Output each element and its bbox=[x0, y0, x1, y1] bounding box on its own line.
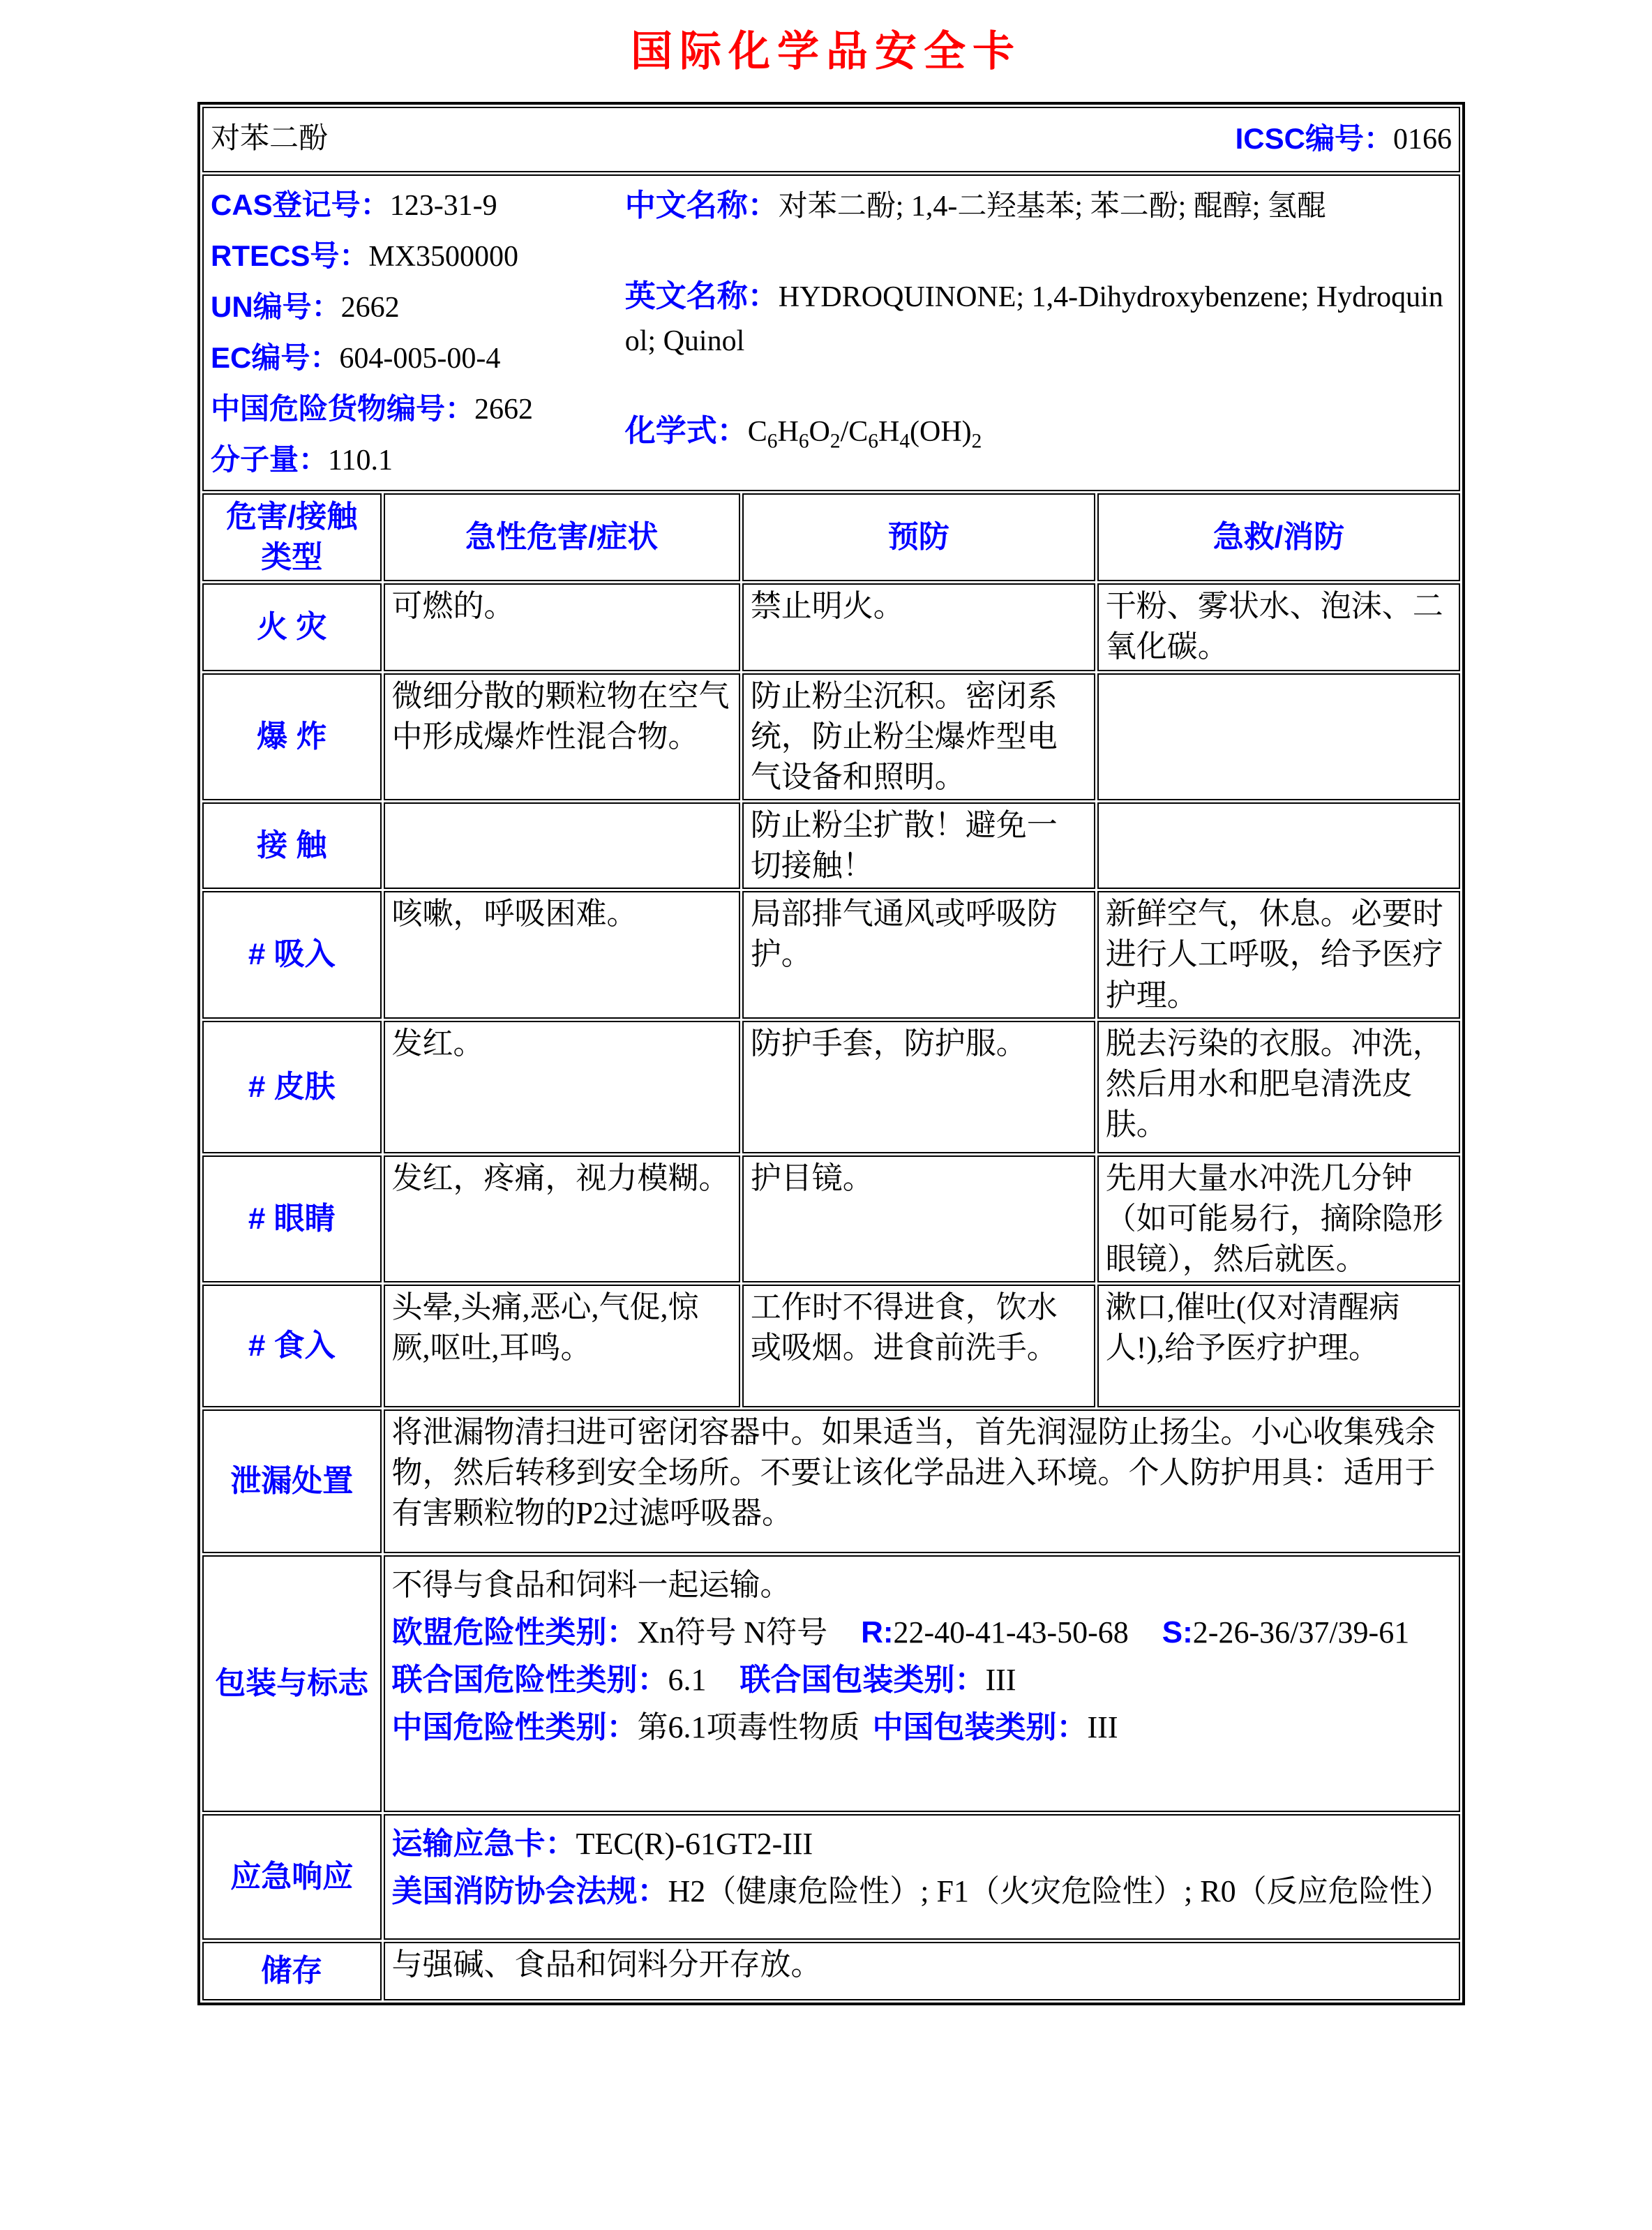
packaging-row bbox=[202, 1555, 1460, 1812]
cn-class-label: 中国危险性类别： bbox=[391, 1710, 638, 1745]
hazard-row-eyes bbox=[202, 1155, 1460, 1282]
spill-row bbox=[202, 1409, 1460, 1553]
identifier-list bbox=[211, 177, 625, 488]
inhalation-symptoms: 咳嗽，呼吸困难。 bbox=[384, 891, 740, 1018]
eyes-type-label: # 眼睛 bbox=[202, 1155, 382, 1282]
s-phrases-value: 2-26-36/37/39-61 bbox=[1192, 1615, 1410, 1649]
eu-class-label: 欧盟危险性类别： bbox=[391, 1615, 638, 1649]
explosion-prevention: 防止粉尘沉积。密闭系统，防止粉尘爆炸型电气设备和照明。 bbox=[742, 673, 1095, 800]
emergency-row bbox=[202, 1814, 1460, 1940]
header-prevention: 预防 bbox=[742, 493, 1095, 581]
eyes-symptoms: 发红，疼痛，视力模糊。 bbox=[384, 1155, 740, 1282]
packaging-label: 包装与标志 bbox=[202, 1555, 382, 1812]
identifier-line-cas bbox=[211, 183, 618, 228]
ec-label: EC编号： bbox=[211, 341, 340, 374]
packaging-content bbox=[384, 1555, 1460, 1812]
emergency-content bbox=[384, 1814, 1460, 1940]
un-value: 2662 bbox=[340, 292, 400, 324]
name-blocks bbox=[625, 177, 1452, 488]
skin-prevention: 防护手套，防护服。 bbox=[742, 1021, 1095, 1153]
identifier-line-ec bbox=[211, 336, 618, 381]
china-dg-value: 2662 bbox=[474, 394, 534, 426]
emergency-label: 应急响应 bbox=[202, 1814, 382, 1940]
card-header-row bbox=[202, 107, 1460, 172]
hazard-header-row bbox=[202, 493, 1460, 581]
ingestion-response: 漱口,催吐(仅对清醒病人!),给予医疗护理。 bbox=[1097, 1285, 1460, 1407]
cn-pack-label: 中国包装类别： bbox=[872, 1710, 1088, 1745]
english-name-label: 英文名称： bbox=[624, 279, 779, 313]
un-class-value: 6.1 bbox=[668, 1663, 707, 1698]
identifier-line-molweight bbox=[211, 437, 618, 483]
header-hazard-type: 危害/接触 类型 bbox=[202, 493, 382, 581]
hazard-row-inhalation bbox=[202, 891, 1460, 1018]
un-class-label: 联合国危险性类别： bbox=[391, 1663, 668, 1698]
formula-label: 化学式： bbox=[624, 414, 748, 448]
ingestion-type-label: # 食入 bbox=[202, 1285, 382, 1407]
packaging-cn-line bbox=[392, 1707, 1452, 1748]
nfpa-value: H2（健康危险性）; F1（火灾危险性）; R0（反应危险性） bbox=[668, 1873, 1451, 1908]
rtecs-label: RTECS号： bbox=[211, 239, 369, 272]
identifiers-row bbox=[202, 174, 1460, 491]
contact-symptoms bbox=[384, 802, 740, 889]
packaging-eu-line bbox=[392, 1612, 1452, 1653]
packaging-transport-line: 不得与食品和饲料一起运输。 bbox=[391, 1567, 791, 1602]
ingestion-prevention: 工作时不得进食，饮水或吸烟。进食前洗手。 bbox=[742, 1285, 1095, 1407]
inhalation-prevention: 局部排气通风或呼吸防护。 bbox=[742, 891, 1095, 1018]
fire-symptoms: 可燃的。 bbox=[384, 583, 740, 671]
chinese-name-block bbox=[625, 183, 1452, 229]
un-label: UN编号： bbox=[211, 290, 341, 323]
explosion-type-label: 爆 炸 bbox=[202, 673, 382, 800]
fire-prevention: 禁止明火。 bbox=[742, 583, 1095, 671]
chemical-name: 对苯二酚 bbox=[211, 123, 329, 156]
icsc-number-label: ICSC编号： bbox=[1235, 122, 1393, 156]
english-name-block bbox=[625, 274, 1452, 364]
eyes-response: 先用大量水冲洗几分钟（如可能易行，摘除隐形眼镜），然后就医。 bbox=[1097, 1155, 1460, 1282]
molweight-label: 分子量： bbox=[211, 443, 329, 476]
storage-row bbox=[202, 1942, 1460, 2000]
fire-response: 干粉、雾状水、泡沫、二氧化碳。 bbox=[1097, 583, 1460, 671]
un-pack-value: III bbox=[985, 1663, 1016, 1698]
hazard-row-ingestion bbox=[202, 1285, 1460, 1407]
identifier-line-un bbox=[211, 285, 618, 330]
storage-label: 储存 bbox=[202, 1942, 382, 2000]
page-title: 国际化学品安全卡 bbox=[631, 28, 1021, 75]
storage-text: 与强碱、食品和饲料分开存放。 bbox=[384, 1942, 1460, 2000]
explosion-symptoms: 微细分散的颗粒物在空气中形成爆炸性混合物。 bbox=[384, 673, 740, 800]
english-name-value: HYDROQUINONE; 1,4-Dihydroxybenzene; Hydroquinol; Quinol bbox=[624, 281, 1443, 357]
spill-text: 将泄漏物清扫进可密闭容器中。如果适当，首先润湿防止扬尘。小心收集残余物，然后转移到安全场所。不要让该化学品进入环境。个人防护用具：适用于有害颗粒物的P2过滤呼吸器。 bbox=[384, 1409, 1460, 1553]
packaging-un-line bbox=[392, 1660, 1452, 1700]
hazard-row-fire bbox=[202, 583, 1460, 671]
r-phrases-value: 22-40-41-43-50-68 bbox=[893, 1615, 1129, 1649]
emergency-tec-line bbox=[392, 1824, 1452, 1864]
eyes-prevention: 护目镜。 bbox=[742, 1155, 1095, 1282]
molweight-value: 110.1 bbox=[328, 444, 393, 477]
cn-pack-value: III bbox=[1087, 1710, 1118, 1745]
chinese-name-value: 对苯二酚; 1,4-二羟基苯; 苯二酚; 醌醇; 氢醌 bbox=[778, 190, 1326, 223]
eu-class-value: Xn符号 N符号 bbox=[637, 1615, 828, 1649]
skin-symptoms: 发红。 bbox=[384, 1021, 740, 1153]
cas-value: 123-31-9 bbox=[389, 190, 497, 222]
tec-card-label: 运输应急卡： bbox=[391, 1826, 576, 1861]
chinese-name-label: 中文名称： bbox=[624, 188, 779, 223]
header-symptoms: 急性危害/症状 bbox=[384, 493, 740, 581]
icsc-number-value: 0166 bbox=[1393, 124, 1452, 156]
identifier-line-china-dg bbox=[211, 387, 618, 432]
explosion-response bbox=[1097, 673, 1460, 800]
formula-block bbox=[625, 408, 1452, 457]
header-response: 急救/消防 bbox=[1097, 493, 1460, 581]
inhalation-response: 新鲜空气，休息。必要时进行人工呼吸，给予医疗护理。 bbox=[1097, 891, 1460, 1018]
ec-value: 604-005-00-4 bbox=[339, 343, 501, 375]
identifier-line-rtecs bbox=[211, 234, 618, 279]
contact-type-label: 接 触 bbox=[202, 802, 382, 889]
emergency-nfpa-line bbox=[392, 1871, 1452, 1912]
china-dg-label: 中国危险货物编号： bbox=[211, 392, 475, 425]
ingestion-symptoms: 头晕,头痛,恶心,气促,惊厥,呕吐,耳鸣。 bbox=[384, 1285, 740, 1407]
chemical-formula: $C_6H_6O_2/C_6H_4(OH)_2$ bbox=[747, 416, 982, 453]
spill-label: 泄漏处置 bbox=[202, 1409, 382, 1553]
contact-prevention: 防止粉尘扩散！避免一切接触！ bbox=[742, 802, 1095, 889]
tec-card-value: TEC(R)-61GT2-III bbox=[576, 1826, 813, 1861]
contact-response bbox=[1097, 802, 1460, 889]
s-phrases-label: S: bbox=[1162, 1615, 1193, 1649]
nfpa-label: 美国消防协会法规： bbox=[391, 1873, 668, 1908]
un-pack-label: 联合国包装类别： bbox=[739, 1663, 986, 1698]
skin-response: 脱去污染的衣服。冲洗，然后用水和肥皂清洗皮肤。 bbox=[1097, 1021, 1460, 1153]
skin-type-label: # 皮肤 bbox=[202, 1021, 382, 1153]
rtecs-value: MX3500000 bbox=[368, 241, 519, 273]
hazard-row-skin bbox=[202, 1021, 1460, 1153]
cn-class-value: 第6.1项毒性物质 bbox=[637, 1710, 860, 1745]
hazard-row-contact bbox=[202, 802, 1460, 889]
icsc-number bbox=[1236, 119, 1452, 159]
r-phrases-label: R: bbox=[861, 1615, 894, 1649]
icsc-card-table bbox=[197, 102, 1465, 2005]
inhalation-type-label: # 吸入 bbox=[202, 891, 382, 1018]
cas-label: CAS登记号： bbox=[211, 188, 390, 221]
hazard-row-explosion bbox=[202, 673, 1460, 800]
fire-type-label: 火 灾 bbox=[202, 583, 382, 671]
